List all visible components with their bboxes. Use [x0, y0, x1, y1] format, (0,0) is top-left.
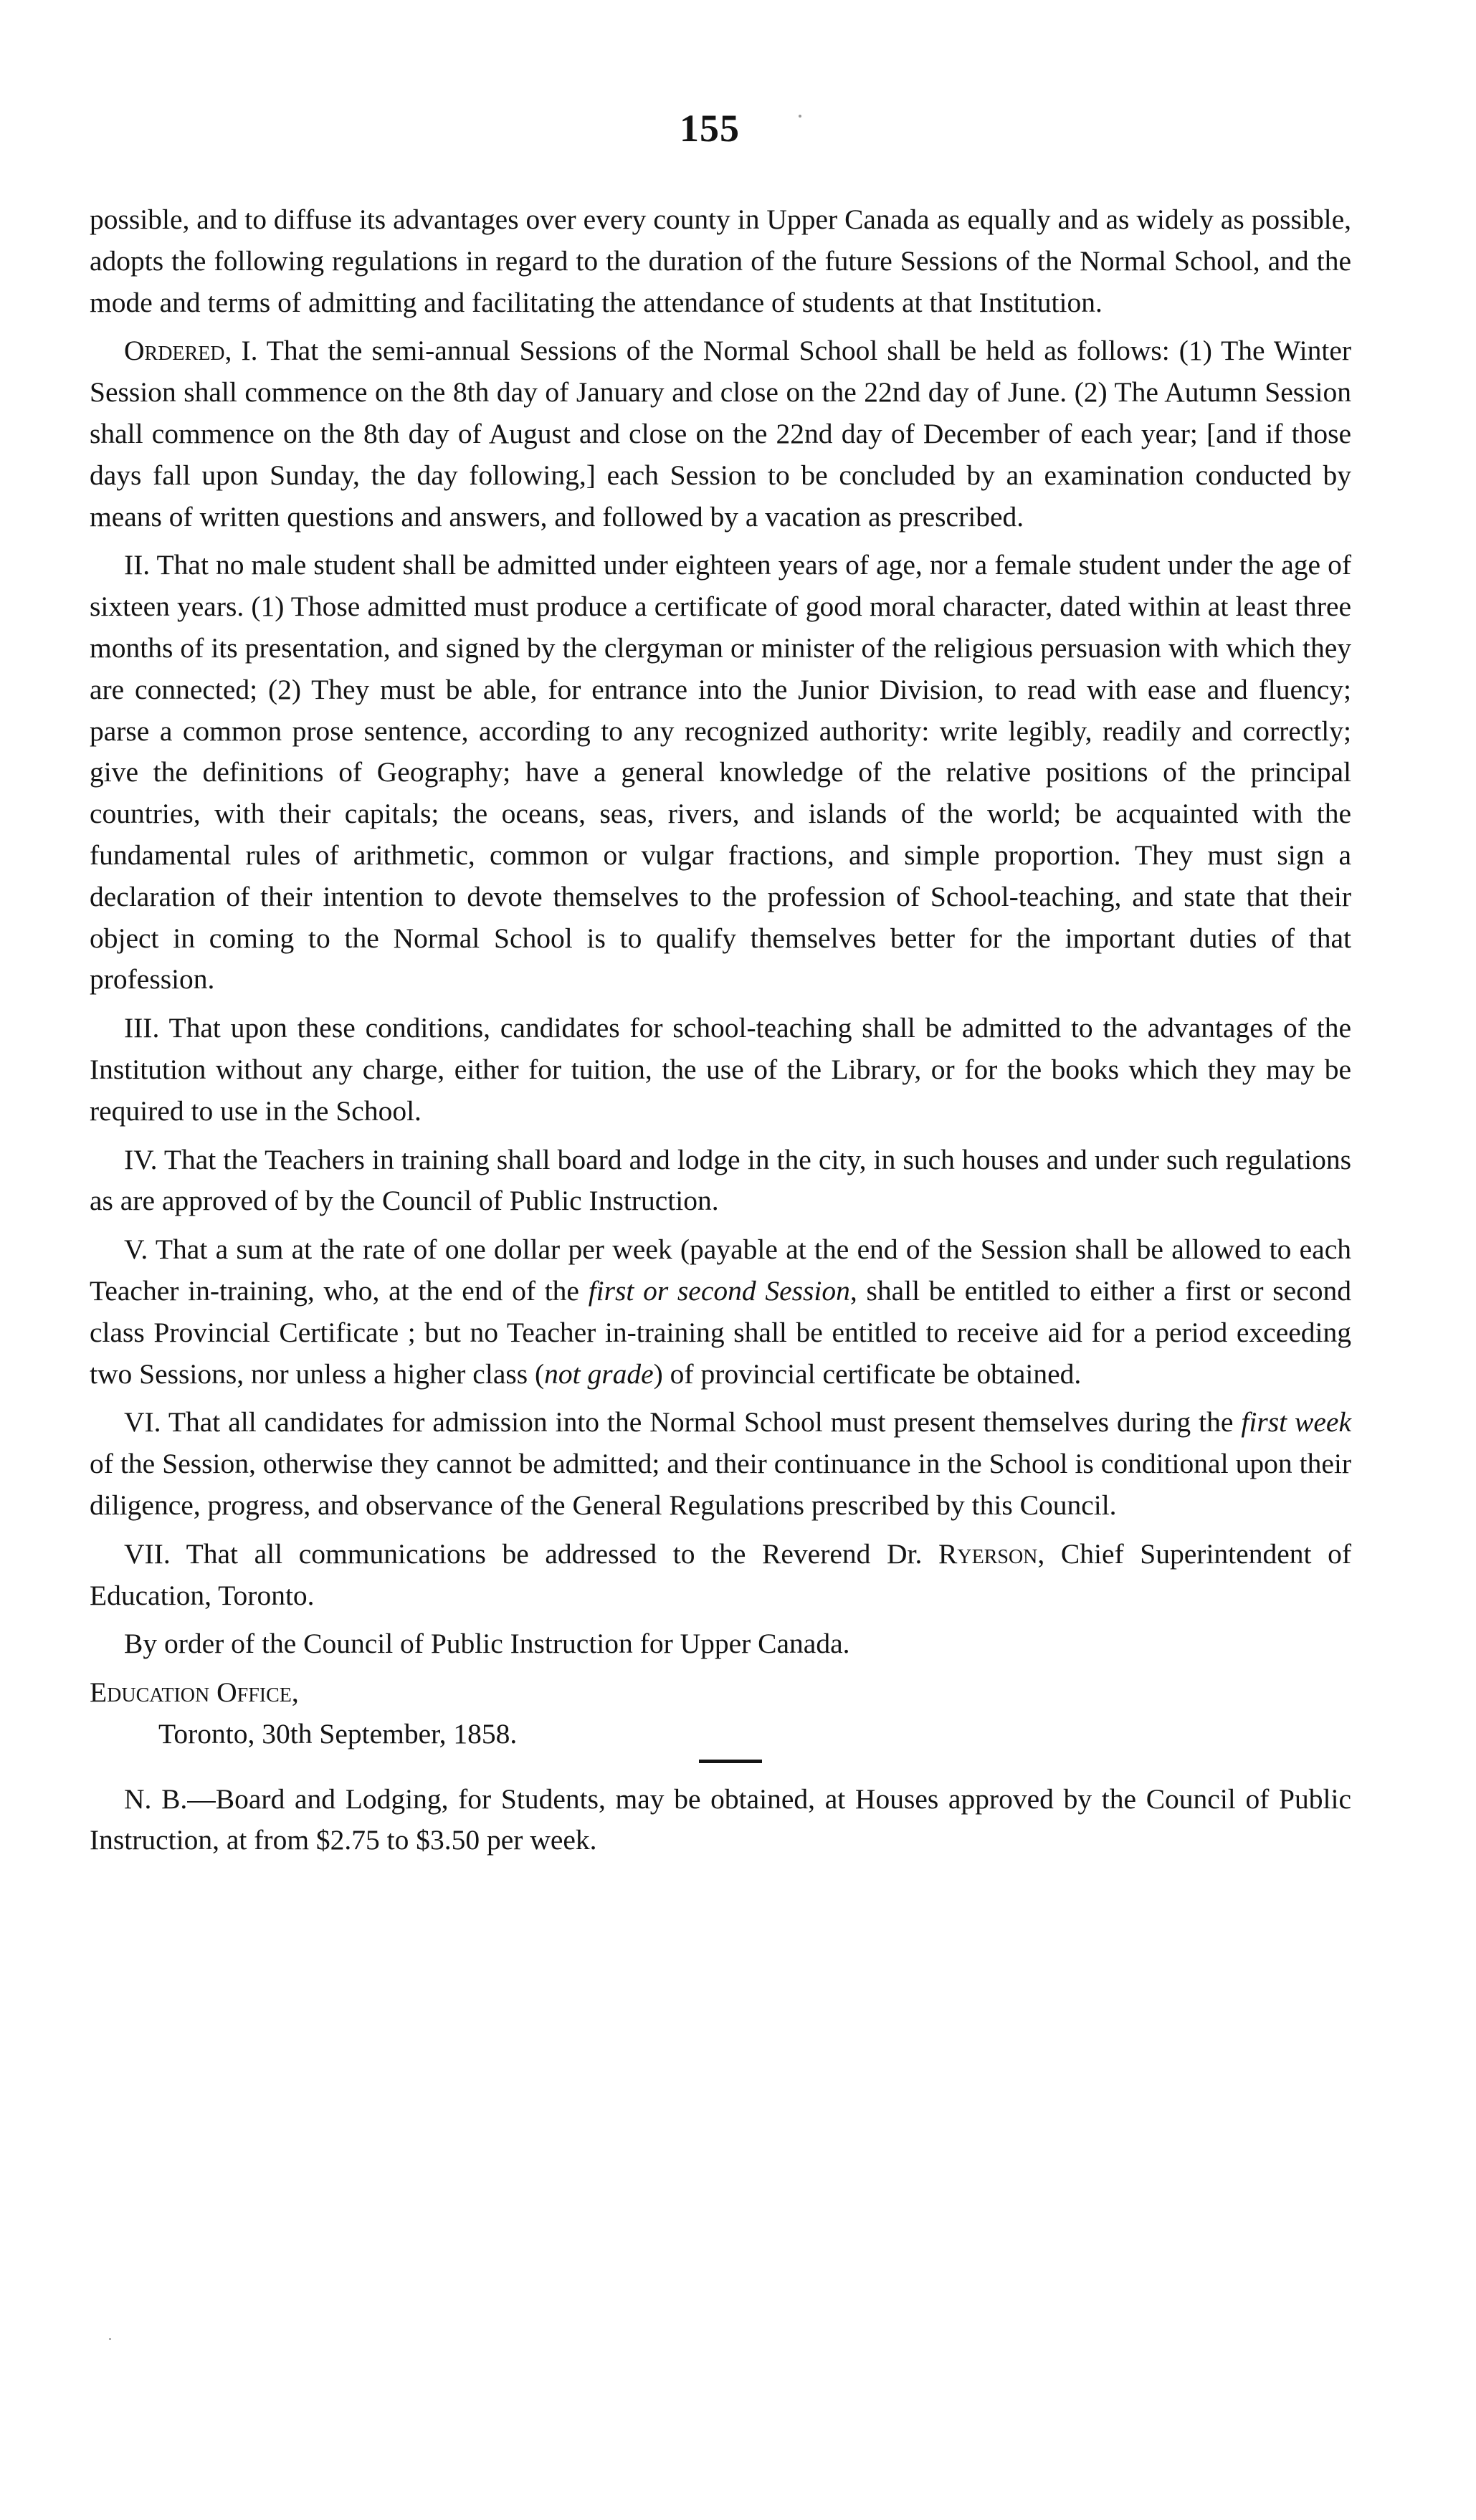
scan-speck: [799, 115, 801, 118]
regulation-6-text-b: of the Session, otherwise they cannot be admitted; and their continuance in the School is conditional upon their diligence, progress, and observance of the General Regulations prescribed by this Council.: [90, 1448, 1351, 1521]
regulation-1: [90, 330, 1351, 538]
signature-office: Education Office,: [90, 1676, 299, 1709]
regulation-4: IV. That the Teachers in training shall board and lodge in the city, in such houses and under such regulations as are approved of by the Council of Public Instruction.: [90, 1143, 1351, 1217]
intro-paragraph: possible, and to diffuse its advantages over every county in Upper Canada as equally and as widely as possible, adopts the following regulations in regard to the duration of the future Sessions of the Normal School, and the mode and terms of admitting and facilitating the attendance of students at that Institution.: [90, 204, 1351, 318]
regulation-7-name: Ryerson: [938, 1537, 1038, 1570]
regulation-6-emphasis-week: first week: [1241, 1406, 1351, 1438]
regulation-1-text: , I. That the semi-annual Sessions of the Normal School shall be held as follows: (1) The Winter Session shall commence on the 8th day of January and close on the 22nd day of June. (2) The Autumn Session shall commence on the 8th day of August and close on the 22nd day of December of each year; [and if those days fall upon Sunday, the day following,] each Session to be concluded by an examination conducted by means of written questions and answers, and followed by a vacation as prescribed.: [90, 335, 1351, 533]
regulation-7: [90, 1534, 1351, 1617]
regulation-3: III. That upon these conditions, candidates for school-teaching shall be admitted to the advantages of the Institution without any charge, either for tuition, the use of the Library, or for the books which they may be required to use in the School.: [90, 1012, 1351, 1127]
regulation-5-text-a: V. That a sum at the rate of one dollar per week (payable at the end of the Session shall be allowed to each Teacher in-training, who, at the end of the: [90, 1233, 1351, 1307]
scan-speck: [109, 2338, 111, 2340]
regulation-5-text-b: , shall be entitled to either a first or second class Provincial Certificate ; but no Teacher in-training shall be entitled to receive aid for a period exceeding two Sessions, nor unless a higher class (: [90, 1274, 1351, 1390]
regulation-5-emphasis-grade: not grade: [544, 1357, 654, 1390]
regulation-2: II. That no male student shall be admitted under eighteen years of age, nor a female student under the age of sixteen years. (1) Those admitted must produce a certificate of good moral character, dated within at least three months of its presentation, and signed by the clergyman or minister of the religious persuasion with which they are connected; (2) They must be able, for entrance into the Junior Division, to read with ease and fluency; parse a common prose sentence, according to any recognized authority: write legibly, readily and correctly; give the definitions of Geography; have a general knowledge of the relative positions of the principal countries, with their capitals; the oceans, seas, rivers, and islands of the world; be acquainted with the fundamental rules of arithmetic, common or vulgar fractions, and simple proportion. They must sign a declaration of their intention to devote themselves to the profession of School-teaching, and state that their object in coming to the Normal School is to qualify themselves better for the important duties of that profession.: [90, 549, 1351, 996]
ordered-lead: Ordered: [124, 335, 225, 367]
regulation-5-emphasis-session: first or second Session: [588, 1274, 850, 1307]
separator-rule: [699, 1760, 762, 1763]
regulation-5-text-c: ) of provincial certificate be obtained.: [653, 1357, 1082, 1390]
regulation-7-text-a: VII. That all communications be addressed to the Reverend Dr.: [124, 1537, 939, 1570]
page-number: 155: [680, 107, 740, 150]
signature-date: Toronto, 30th September, 1858.: [158, 1717, 518, 1750]
regulation-6: [90, 1402, 1351, 1526]
regulation-5: [90, 1229, 1351, 1395]
regulation-7-text-b: , Chief Superintendent of Education, Toronto.: [90, 1537, 1351, 1611]
order-line: By order of the Council of Public Instruction for Upper Canada.: [124, 1628, 850, 1660]
board-lodging-note: N. B.—Board and Lodging, for Students, may be obtained, at Houses approved by the Council of Public Instruction, at from $2.75 to $3.50 per week.: [90, 1782, 1351, 1856]
regulation-6-text-a: VI. That all candidates for admission into the Normal School must present themselves during the: [124, 1406, 1242, 1438]
body-text: [90, 199, 1351, 1868]
